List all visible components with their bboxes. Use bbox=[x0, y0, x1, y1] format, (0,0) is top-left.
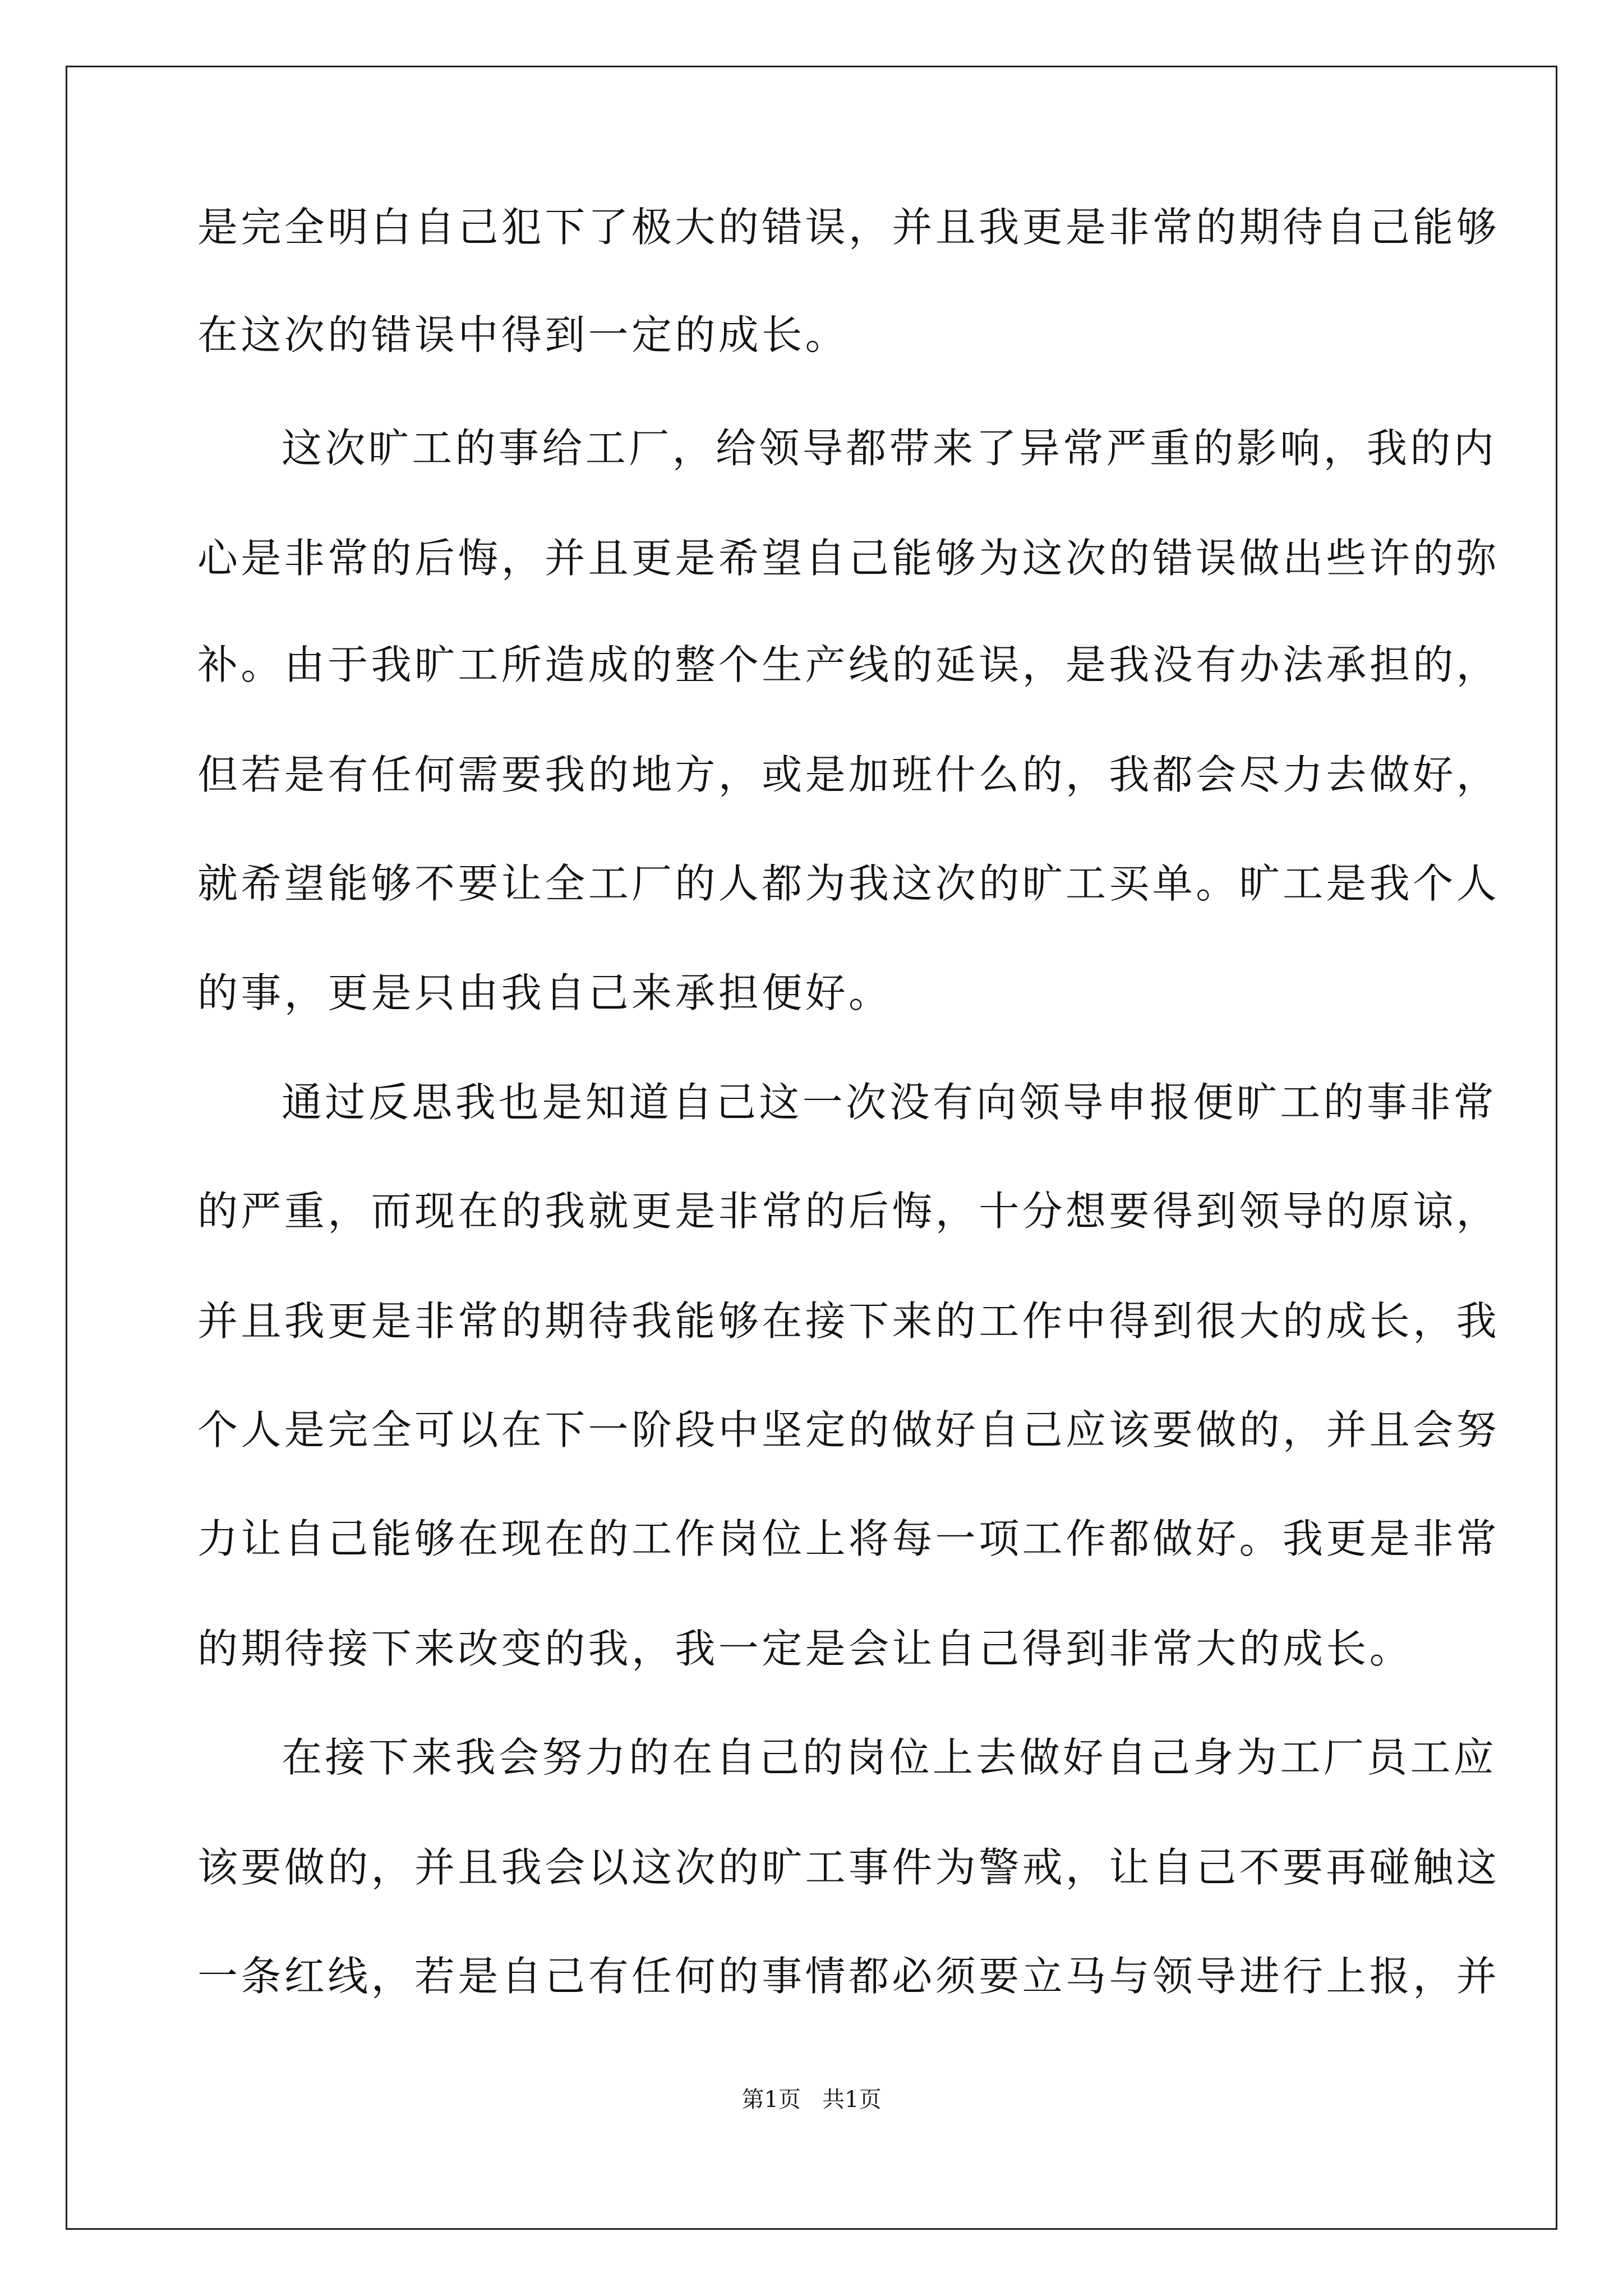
text-line: 一条红线，若是自己有任何的事情都必须要立马与领导进行上报，并 bbox=[197, 1953, 1500, 2000]
text-line: 在这次的错误中得到一定的成长。 bbox=[197, 311, 849, 358]
text-line: 补。由于我旷工所造成的整个生产线的延误，是我没有办法承担的， bbox=[197, 641, 1500, 688]
text-line: 是完全明白自己犯下了极大的错误，并且我更是非常的期待自己能够 bbox=[197, 204, 1500, 251]
page-border bbox=[66, 66, 1557, 2230]
text-line: 但若是有任何需要我的地方，或是加班什么的，我都会尽力去做好， bbox=[197, 751, 1500, 798]
text-line: 的期待接下来改变的我，我一定是会让自己得到非常大的成长。 bbox=[197, 1625, 1413, 1672]
text-line: 心是非常的后悔，并且更是希望自己能够为这次的错误做出些许的弥 bbox=[197, 535, 1500, 582]
text-line: 的严重，而现在的我就更是非常的后悔，十分想要得到领导的原谅， bbox=[197, 1188, 1500, 1235]
text-line: 该要做的，并且我会以这次的旷工事件为警戒，让自己不要再碰触这 bbox=[197, 1844, 1500, 1891]
page-number-footer: 第1页 共1页 bbox=[741, 2087, 882, 2113]
text-line: 力让自己能够在现在的工作岗位上将每一项工作都做好。我更是非常 bbox=[197, 1515, 1500, 1562]
text-line: 并且我更是非常的期待我能够在接下来的工作中得到很大的成长，我 bbox=[197, 1297, 1500, 1345]
text-line: 在接下来我会努力的在自己的岗位上去做好自己身为工厂员工应 bbox=[282, 1734, 1497, 1781]
text-line: 的事，更是只由我自己来承担便好。 bbox=[197, 969, 892, 1016]
text-line: 这次旷工的事给工厂，给领导都带来了异常严重的影响，我的内 bbox=[282, 425, 1497, 472]
text-line: 就希望能够不要让全工厂的人都为我这次的旷工买单。旷工是我个人 bbox=[197, 860, 1500, 907]
text-line: 通过反思我也是知道自己这一次没有向领导申报便旷工的事非常 bbox=[282, 1079, 1497, 1126]
text-line: 个人是完全可以在下一阶段中坚定的做好自己应该要做的，并且会努 bbox=[197, 1406, 1500, 1453]
